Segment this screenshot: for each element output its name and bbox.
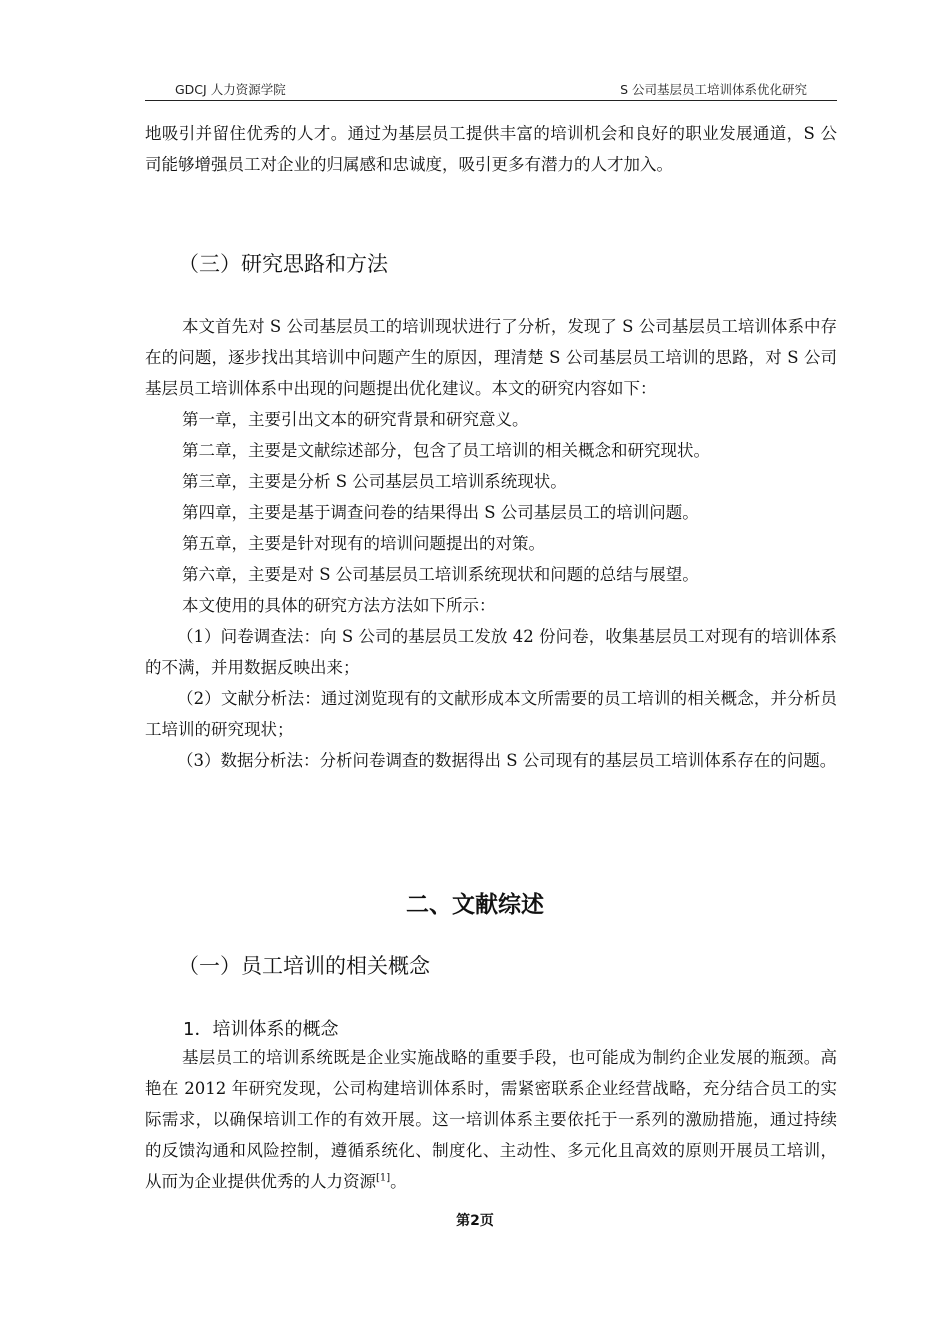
training-system-block bbox=[145, 1042, 837, 1197]
research-methods-paragraph: 本文首先对 S 公司基层员工的培训现状进行了分析，发现了 S 公司基层员工培训体系中存在的问题，逐步找出其培训中问题产生的原因，理清楚 S 公司基层员工培训的思路，对 S 公司基层员工培训体系中出现的问题提出优化建议。本文的研究内容如下： bbox=[145, 317, 837, 398]
intro-paragraph: 地吸引并留住优秀的人才。通过为基层员工提供丰富的培训机会和良好的职业发展通道，S 公司能够增强员工对企业的归属感和忠诚度，吸引更多有潜力的人才加入。 bbox=[145, 124, 837, 174]
method-item: （1）问卷调查法：向 S 公司的基层员工发放 42 份问卷，收集基层员工对现有的培训体系的不满，并用数据反映出来； bbox=[145, 627, 837, 677]
training-system-paragraph bbox=[145, 1042, 837, 1197]
methods-intro: 本文使用的具体的研究方法方法如下所示： bbox=[182, 596, 496, 615]
chapter-item: 第六章，主要是对 S 公司基层员工培训系统现状和问题的总结与展望。 bbox=[182, 565, 699, 584]
intro-block bbox=[145, 118, 837, 180]
chapter-item: 第四章，主要是基于调查问卷的结果得出 S 公司基层员工的培训问题。 bbox=[182, 503, 699, 522]
citation-ref: [1] bbox=[376, 1172, 391, 1184]
chapter-item: 第二章，主要是文献综述部分，包含了员工培训的相关概念和研究现状。 bbox=[182, 441, 710, 460]
page-number: 第2页 bbox=[456, 1213, 494, 1229]
chapter-item: 第五章，主要是针对现有的培训问题提出的对策。 bbox=[182, 534, 545, 553]
page-header bbox=[145, 78, 837, 101]
chapter-item: 第三章，主要是分析 S 公司基层员工培训系统现状。 bbox=[182, 472, 567, 491]
training-system-text: 基层员工的培训系统既是企业实施战略的重要手段，也可能成为制约企业发展的瓶颈。高艳在 2012 年研究发现，公司构建培训体系时，需紧密联系企业经营战略，充分结合员工的实际需求，以确保培训工作的有效开展。这一培训体系主要依托于一系列的激励措施，通过持续的反馈沟通和风险控制，遵循系统化、制度化、主动性、多元化且高效的原则开展员工培训，从而为企业提供优秀的人力资源 bbox=[145, 1048, 837, 1191]
header-school: GDCJ 人力资源学院 bbox=[175, 82, 286, 97]
method-item: （3）数据分析法：分析问卷调查的数据得出 S 公司现有的基层员工培训体系存在的问题。 bbox=[177, 751, 837, 770]
chapter-item: 第一章，主要引出文本的研究背景和研究意义。 bbox=[182, 410, 529, 429]
paragraph-end: 。 bbox=[390, 1172, 407, 1191]
header-thesis-title: S 公司基层员工培训体系优化研究 bbox=[620, 82, 807, 97]
method-item: （2）文献分析法：通过浏览现有的文献形成本文所需要的员工培训的相关概念，并分析员工培训的研究现状； bbox=[145, 689, 837, 739]
section-title-concepts: （一）员工培训的相关概念 bbox=[178, 954, 430, 978]
chapter-title-literature-review: 二、文献综述 bbox=[406, 892, 544, 918]
research-methods-block bbox=[145, 311, 837, 776]
section-title-research-methods: （三）研究思路和方法 bbox=[178, 252, 388, 276]
subsection-title-training-system: 1．培训体系的概念 bbox=[183, 1019, 339, 1040]
